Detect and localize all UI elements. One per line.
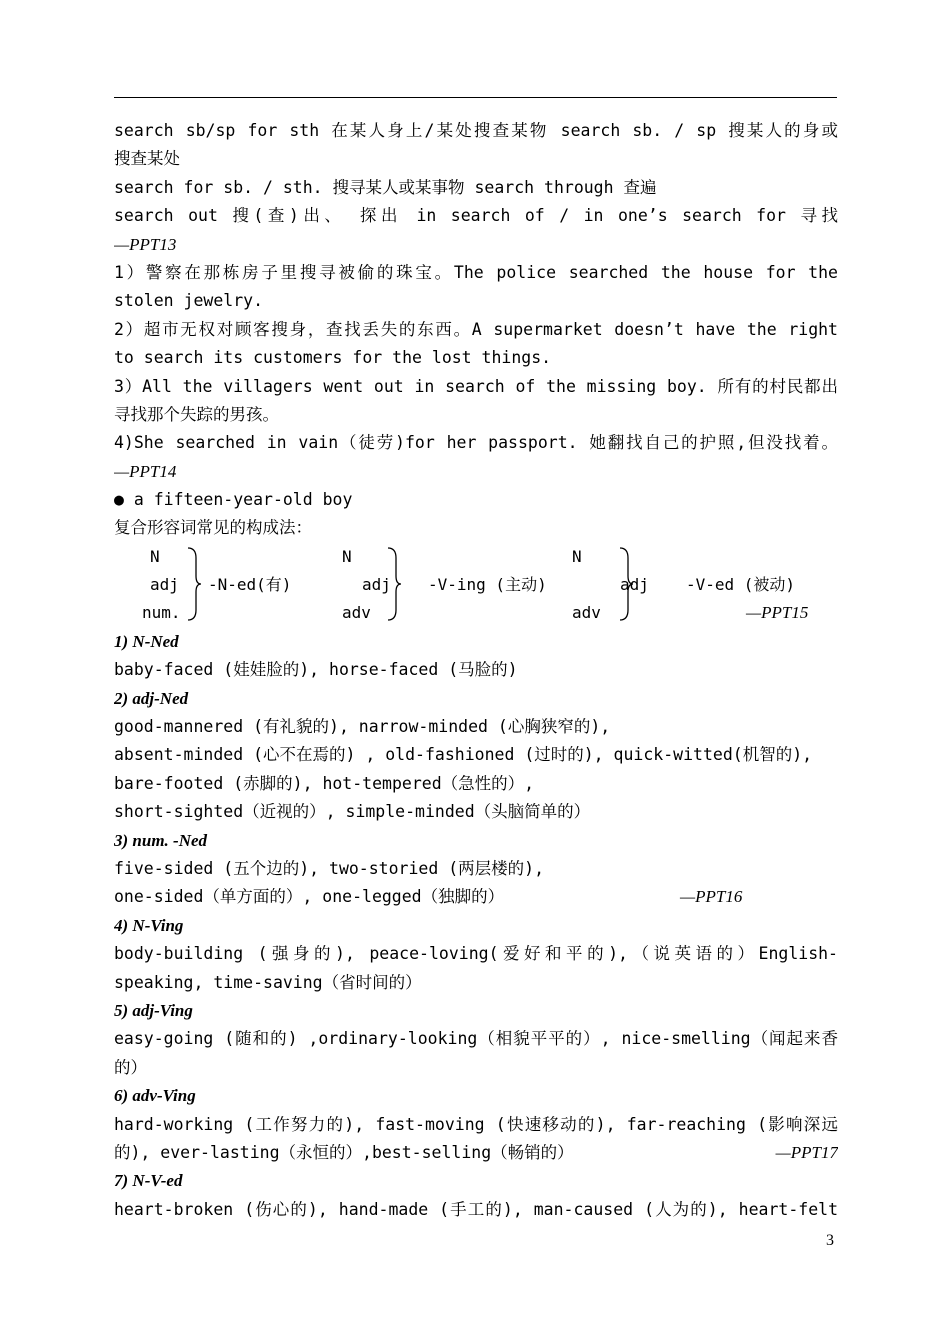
ppt-reference: —PPT15 <box>746 602 809 622</box>
text-line: good-mannered (有礼貌的), narrow-minded (心胸狭窄的), <box>114 717 611 737</box>
diagram-item: N <box>150 546 160 566</box>
text-line: easy-going (随和的) ,ordinary-looking（相貌平平的）, nice-smelling（闻起来香 <box>114 1029 838 1049</box>
diagram-result: -N-ed(有) <box>208 574 292 594</box>
text-line: 搜查某处 <box>114 149 180 169</box>
text-line: baby-faced (娃娃脸的), horse-faced (马脸的) <box>114 660 518 680</box>
text-span: one-sided（单方面的）, one-legged（独脚的） <box>114 887 505 907</box>
text-line: bare-footed (赤脚的), hot-tempered（急性的）, <box>114 773 535 793</box>
text-line: body-building (强身的), peace-loving(爱好和平的),（说英语的）English- <box>114 944 838 964</box>
diagram-item: N <box>572 546 582 566</box>
text-line: search sb/sp for sth 在某人身上/某处搜查某物 search sb. / sp 搜某人的身或 <box>114 121 838 140</box>
section-heading: 5) adj-Ving <box>114 1000 193 1020</box>
text-line <box>114 1139 838 1167</box>
section-heading: 7) N-V-ed <box>114 1171 183 1191</box>
text-line: absent-minded (心不在焉的) , old-fashioned (过时的), quick-witted(机智的), <box>114 745 813 765</box>
section-heading: 6) adv-Ving <box>114 1086 196 1106</box>
text-line: search out 搜(查)出、 探出 in search of / in one’s search for 寻找 <box>114 206 838 226</box>
text-line: 复合形容词常见的构成法： <box>114 518 312 538</box>
section-heading: 1) N-Ned <box>114 631 179 651</box>
ppt-reference: —PPT13 <box>114 234 177 254</box>
text-line: five-sided (五个边的), two-storied (两层楼的), <box>114 858 545 878</box>
text-line: 3）All the villagers went out in search of the missing boy. 所有的村民都出 <box>114 376 838 396</box>
page-content <box>114 117 838 1224</box>
diagram-item: adj <box>362 574 391 594</box>
text-line: 寻找那个失踪的男孩。 <box>114 404 279 424</box>
right-brace-icon <box>386 546 402 622</box>
diagram-result: -V-ing (主动) <box>428 574 547 594</box>
section-heading: 3) num. -Ned <box>114 830 208 850</box>
text-line: 4)She searched in vain（徒劳)for her passport. 她翻找自己的护照,但没找着。 <box>114 433 838 453</box>
section-heading: 2) adj-Ned <box>114 688 189 708</box>
diagram-item: num. <box>142 602 181 622</box>
diagram-item: adj <box>620 574 649 594</box>
section-heading: 4) N-Ving <box>114 915 184 935</box>
text-line <box>114 883 838 911</box>
text-line: heart-broken (伤心的), hand-made (手工的), man-caused (人为的), heart-felt <box>114 1199 838 1219</box>
ppt-reference: —PPT17 <box>775 1142 838 1162</box>
right-brace-icon <box>186 546 202 622</box>
text-line: stolen jewelry. <box>114 291 264 311</box>
ppt-reference: —PPT14 <box>114 461 177 481</box>
text-span: 的), ever-lasting（永恒的）,best-selling（畅销的） <box>114 1142 574 1162</box>
compound-adjective-diagram <box>114 543 838 628</box>
text-line: 的） <box>114 1057 147 1077</box>
diagram-item: adj <box>150 574 179 594</box>
diagram-item: N <box>342 546 352 566</box>
text-line: 1）警察在那栋房子里搜寻被偷的珠宝。The police searched the house for the <box>114 262 838 282</box>
text-line: search for sb. / sth. 搜寻某人或某事物 search through 查遍 <box>114 177 657 197</box>
bullet-line: ● a fifteen-year-old boy <box>114 490 353 510</box>
diagram-result: -V-ed (被动) <box>686 574 796 594</box>
text-line: speaking, time-saving（省时间的） <box>114 972 422 992</box>
header-rule <box>114 97 837 98</box>
diagram-item: adv <box>342 602 371 622</box>
right-brace-icon <box>618 546 634 622</box>
text-line: 2）超市无权对顾客搜身，查找丢失的东西。A supermarket doesn’t have the right <box>114 319 838 339</box>
text-line: short-sighted（近视的）, simple-minded（头脑简单的） <box>114 802 591 822</box>
ppt-reference: —PPT16 <box>680 887 743 907</box>
text-line: to search its customers for the lost things. <box>114 348 552 368</box>
text-line: hard-working (工作努力的), fast-moving (快速移动的), far-reaching (影响深远 <box>114 1114 838 1134</box>
page-number: 3 <box>826 1232 834 1249</box>
diagram-item: adv <box>572 602 601 622</box>
